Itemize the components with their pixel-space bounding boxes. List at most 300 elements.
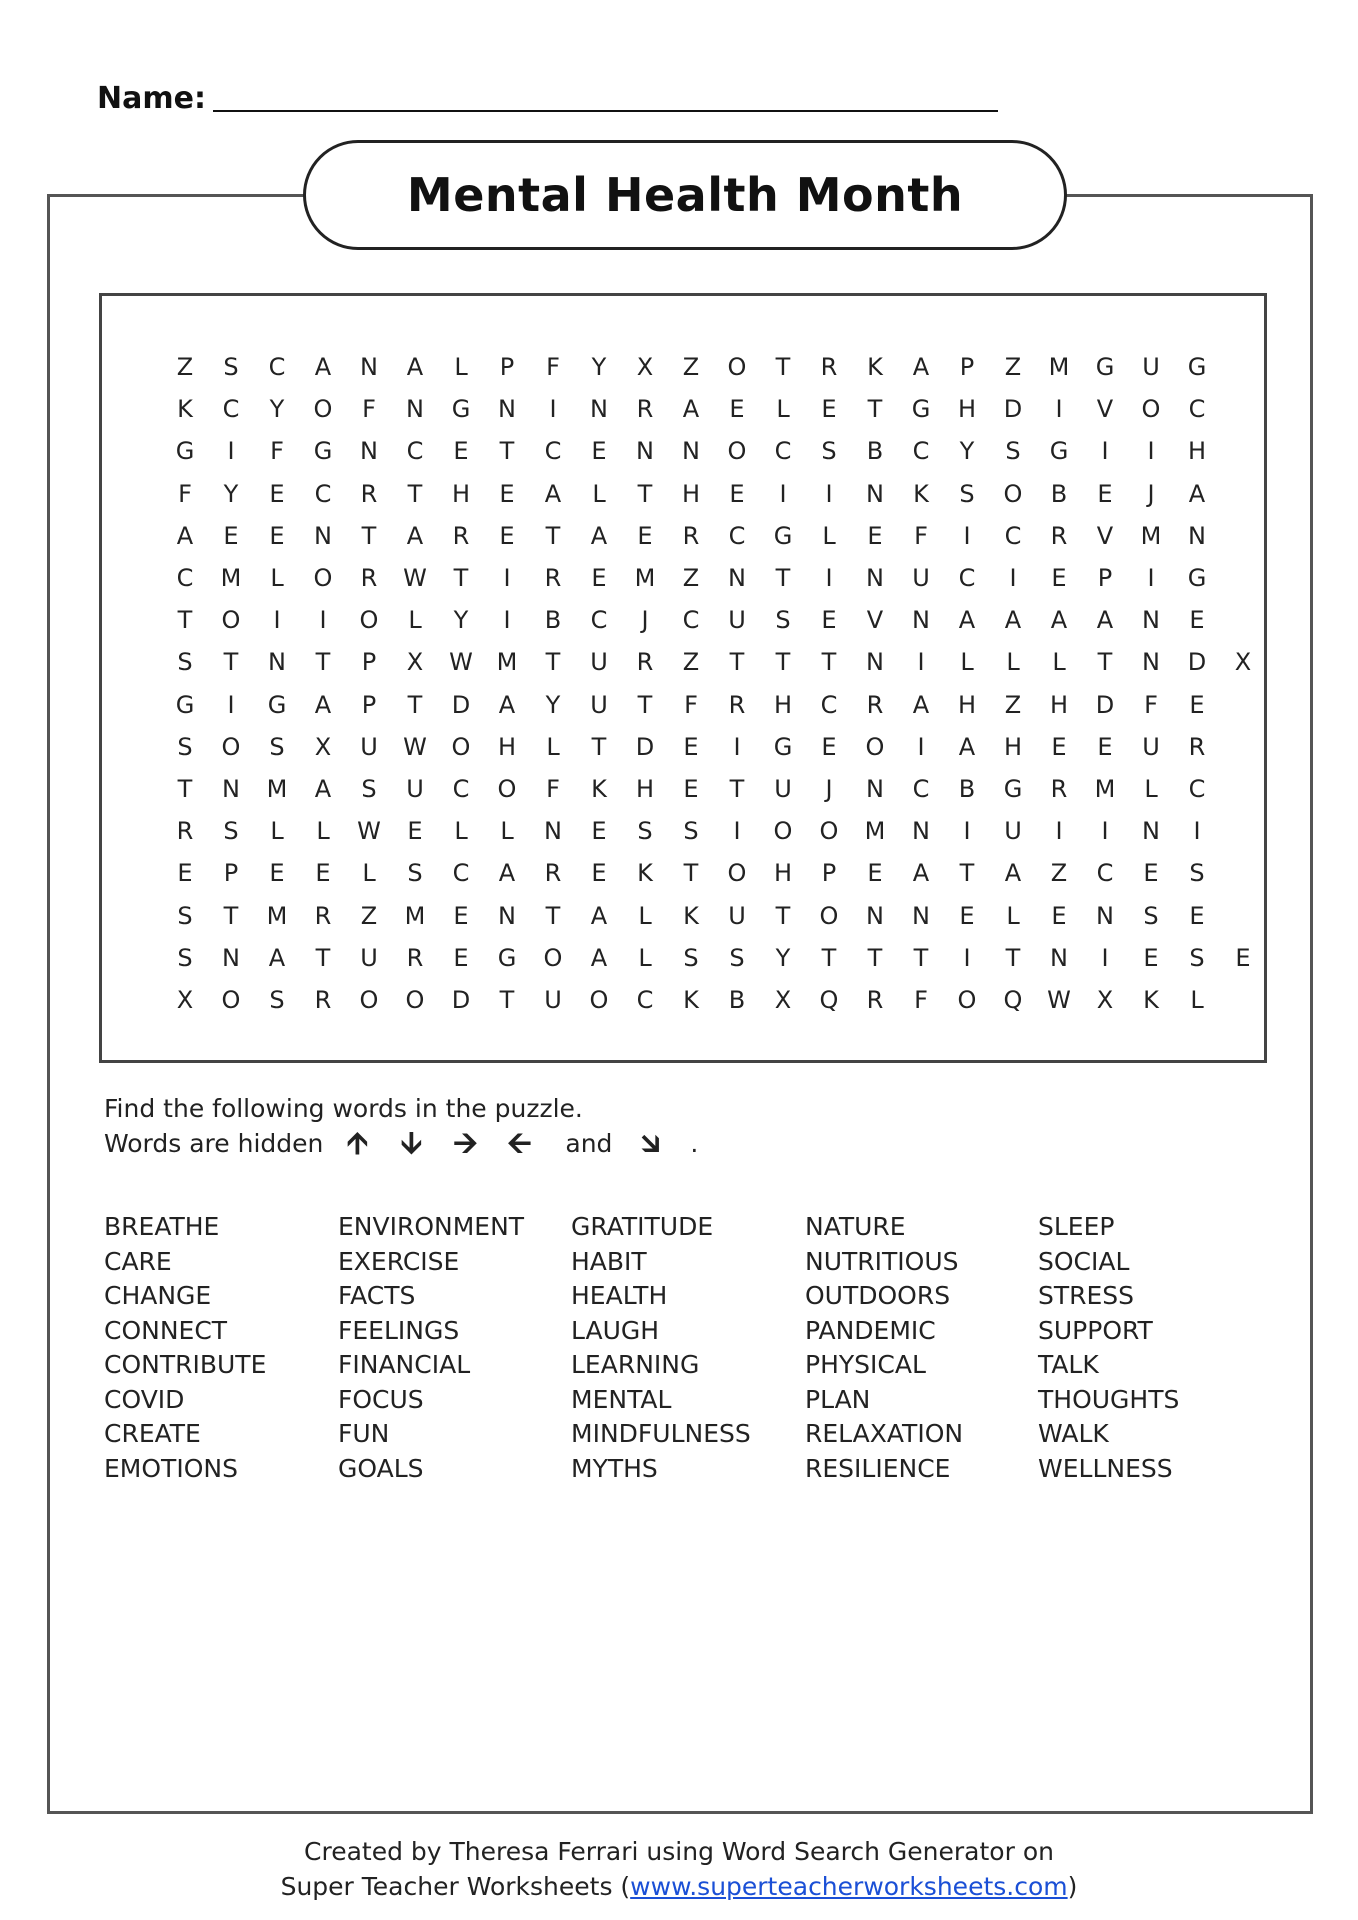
- grid-letter[interactable]: I: [503, 606, 511, 635]
- grid-letter[interactable]: A: [912, 690, 930, 719]
- grid-letter[interactable]: W: [449, 648, 473, 677]
- grid-letter[interactable]: E: [269, 521, 285, 550]
- grid-letter[interactable]: A: [958, 606, 976, 635]
- grid-letter[interactable]: A: [176, 521, 194, 550]
- grid-letter[interactable]: M: [220, 564, 242, 592]
- grid-letter[interactable]: T: [545, 901, 561, 930]
- grid-letter[interactable]: R: [360, 479, 378, 508]
- grid-letter[interactable]: A: [682, 395, 700, 424]
- grid-letter[interactable]: E: [591, 437, 607, 466]
- grid-letter[interactable]: G: [911, 395, 931, 424]
- grid-letter[interactable]: P: [499, 353, 515, 381]
- grid-letter[interactable]: K: [591, 775, 607, 803]
- grid-letter[interactable]: S: [223, 353, 239, 381]
- grid-letter[interactable]: S: [1189, 943, 1205, 972]
- grid-letter[interactable]: T: [223, 901, 239, 930]
- grid-letter[interactable]: L: [1190, 986, 1204, 1014]
- grid-letter[interactable]: M: [1048, 353, 1070, 381]
- grid-letter[interactable]: C: [958, 564, 976, 592]
- grid-letter[interactable]: O: [359, 606, 379, 635]
- grid-letter[interactable]: H: [957, 395, 977, 424]
- grid-letter[interactable]: J: [1147, 479, 1155, 508]
- grid-letter[interactable]: R: [544, 564, 562, 592]
- grid-letter[interactable]: R: [452, 521, 470, 550]
- grid-letter[interactable]: A: [498, 859, 516, 888]
- grid-letter[interactable]: R: [866, 986, 884, 1014]
- grid-letter[interactable]: A: [912, 353, 930, 381]
- grid-letter[interactable]: E: [683, 732, 699, 761]
- grid-letter[interactable]: T: [315, 943, 331, 972]
- grid-letter[interactable]: T: [729, 775, 745, 803]
- grid-letter[interactable]: L: [638, 901, 652, 930]
- grid-letter[interactable]: N: [866, 564, 884, 592]
- grid-letter[interactable]: A: [912, 859, 930, 888]
- grid-letter[interactable]: R: [866, 690, 884, 719]
- grid-letter[interactable]: H: [681, 479, 701, 508]
- grid-letter[interactable]: U: [544, 986, 562, 1014]
- grid-letter[interactable]: E: [867, 521, 883, 550]
- grid-letter[interactable]: R: [314, 986, 332, 1014]
- grid-letter[interactable]: V: [1096, 395, 1114, 424]
- grid-letter[interactable]: L: [270, 564, 284, 592]
- grid-letter[interactable]: S: [729, 943, 745, 972]
- grid-letter[interactable]: E: [1189, 606, 1205, 635]
- grid-letter[interactable]: T: [821, 943, 837, 972]
- grid-letter[interactable]: Z: [1004, 690, 1022, 719]
- grid-letter[interactable]: E: [1189, 901, 1205, 930]
- grid-letter[interactable]: E: [1143, 859, 1159, 888]
- grid-letter[interactable]: I: [917, 648, 925, 677]
- grid-letter[interactable]: N: [498, 395, 516, 424]
- grid-letter[interactable]: U: [728, 606, 746, 635]
- grid-letter[interactable]: N: [406, 395, 424, 424]
- grid-letter[interactable]: I: [779, 479, 787, 508]
- grid-letter[interactable]: H: [1003, 732, 1023, 761]
- grid-letter[interactable]: S: [683, 817, 699, 846]
- grid-letter[interactable]: T: [867, 943, 883, 972]
- grid-letter[interactable]: S: [821, 437, 837, 466]
- grid-letter[interactable]: T: [315, 648, 331, 677]
- grid-letter[interactable]: I: [1193, 817, 1201, 846]
- grid-letter[interactable]: E: [1051, 901, 1067, 930]
- grid-letter[interactable]: N: [728, 564, 746, 592]
- grid-letter[interactable]: G: [175, 690, 195, 719]
- grid-letter[interactable]: Z: [1050, 859, 1068, 888]
- grid-letter[interactable]: O: [313, 395, 333, 424]
- grid-letter[interactable]: J: [825, 775, 833, 803]
- grid-letter[interactable]: A: [1096, 606, 1114, 635]
- grid-letter[interactable]: B: [1050, 479, 1068, 508]
- grid-letter[interactable]: A: [544, 479, 562, 508]
- grid-letter[interactable]: R: [176, 817, 194, 846]
- grid-letter[interactable]: T: [407, 479, 423, 508]
- grid-letter[interactable]: I: [1101, 943, 1109, 972]
- grid-letter[interactable]: Y: [223, 479, 239, 508]
- grid-letter[interactable]: A: [1004, 859, 1022, 888]
- grid-letter[interactable]: G: [1003, 775, 1023, 803]
- grid-letter[interactable]: O: [773, 817, 793, 846]
- grid-letter[interactable]: N: [360, 437, 378, 466]
- grid-letter[interactable]: F: [546, 775, 560, 803]
- grid-letter[interactable]: E: [1051, 732, 1067, 761]
- grid-letter[interactable]: N: [912, 817, 930, 846]
- grid-letter[interactable]: A: [958, 732, 976, 761]
- grid-letter[interactable]: G: [313, 437, 333, 466]
- grid-letter[interactable]: C: [912, 437, 930, 466]
- grid-letter[interactable]: H: [773, 690, 793, 719]
- grid-letter[interactable]: X: [636, 353, 654, 381]
- grid-letter[interactable]: N: [222, 943, 240, 972]
- grid-letter[interactable]: T: [177, 775, 193, 803]
- grid-letter[interactable]: F: [546, 353, 560, 381]
- grid-letter[interactable]: I: [733, 732, 741, 761]
- grid-letter[interactable]: E: [1051, 564, 1067, 592]
- grid-letter[interactable]: M: [864, 817, 886, 846]
- grid-letter[interactable]: H: [1187, 437, 1207, 466]
- grid-letter[interactable]: U: [1004, 817, 1022, 846]
- grid-letter[interactable]: E: [499, 521, 515, 550]
- grid-letter[interactable]: O: [1141, 395, 1161, 424]
- grid-letter[interactable]: W: [357, 817, 381, 846]
- grid-letter[interactable]: I: [825, 564, 833, 592]
- grid-letter[interactable]: U: [1142, 353, 1160, 381]
- grid-letter[interactable]: O: [221, 986, 241, 1014]
- grid-letter[interactable]: H: [635, 775, 655, 803]
- grid-letter[interactable]: C: [1096, 859, 1114, 888]
- grid-letter[interactable]: N: [590, 395, 608, 424]
- grid-letter[interactable]: K: [637, 859, 653, 888]
- grid-letter[interactable]: C: [682, 606, 700, 635]
- grid-letter[interactable]: N: [544, 817, 562, 846]
- grid-letter[interactable]: F: [1144, 690, 1158, 719]
- grid-letter[interactable]: S: [1189, 859, 1205, 888]
- grid-letter[interactable]: M: [496, 648, 518, 677]
- grid-letter[interactable]: G: [1095, 353, 1115, 381]
- grid-letter[interactable]: L: [776, 395, 790, 424]
- grid-letter[interactable]: N: [866, 901, 884, 930]
- grid-letter[interactable]: N: [314, 521, 332, 550]
- grid-letter[interactable]: R: [1050, 775, 1068, 803]
- grid-letter[interactable]: E: [1189, 690, 1205, 719]
- grid-letter[interactable]: S: [269, 986, 285, 1014]
- grid-letter[interactable]: F: [914, 521, 928, 550]
- grid-letter[interactable]: W: [403, 564, 427, 592]
- grid-letter[interactable]: T: [729, 648, 745, 677]
- grid-letter[interactable]: O: [819, 901, 839, 930]
- grid-letter[interactable]: C: [222, 395, 240, 424]
- grid-letter[interactable]: E: [453, 437, 469, 466]
- grid-letter[interactable]: U: [360, 732, 378, 761]
- grid-letter[interactable]: G: [773, 732, 793, 761]
- grid-letter[interactable]: O: [221, 732, 241, 761]
- grid-letter[interactable]: U: [590, 648, 608, 677]
- grid-letter[interactable]: O: [313, 564, 333, 592]
- grid-letter[interactable]: N: [1096, 901, 1114, 930]
- grid-letter[interactable]: G: [1187, 353, 1207, 381]
- grid-letter[interactable]: U: [590, 690, 608, 719]
- grid-letter[interactable]: L: [638, 943, 652, 972]
- grid-letter[interactable]: D: [1003, 395, 1023, 424]
- grid-letter[interactable]: L: [362, 859, 376, 888]
- footer-link[interactable]: www.superteacherworksheets.com: [630, 1872, 1068, 1901]
- grid-letter[interactable]: I: [1009, 564, 1017, 592]
- grid-letter[interactable]: T: [1005, 943, 1021, 972]
- grid-letter[interactable]: Y: [269, 395, 285, 424]
- grid-letter[interactable]: N: [360, 353, 378, 381]
- grid-letter[interactable]: C: [406, 437, 424, 466]
- grid-letter[interactable]: S: [775, 606, 791, 635]
- grid-letter[interactable]: V: [866, 606, 884, 635]
- grid-letter[interactable]: C: [1188, 775, 1206, 803]
- grid-letter[interactable]: C: [728, 521, 746, 550]
- grid-letter[interactable]: T: [407, 690, 423, 719]
- grid-letter[interactable]: E: [269, 859, 285, 888]
- grid-letter[interactable]: U: [774, 775, 792, 803]
- grid-letter[interactable]: L: [500, 817, 514, 846]
- grid-letter[interactable]: A: [590, 521, 608, 550]
- grid-letter[interactable]: N: [1142, 648, 1160, 677]
- grid-letter[interactable]: N: [1188, 521, 1206, 550]
- grid-letter[interactable]: L: [1144, 775, 1158, 803]
- grid-letter[interactable]: G: [1049, 437, 1069, 466]
- grid-letter[interactable]: R: [314, 901, 332, 930]
- grid-letter[interactable]: N: [866, 775, 884, 803]
- grid-letter[interactable]: R: [544, 859, 562, 888]
- grid-letter[interactable]: A: [1050, 606, 1068, 635]
- grid-letter[interactable]: D: [451, 690, 471, 719]
- grid-letter[interactable]: N: [866, 479, 884, 508]
- grid-letter[interactable]: K: [867, 353, 883, 381]
- grid-letter[interactable]: N: [1142, 606, 1160, 635]
- grid-letter[interactable]: A: [406, 353, 424, 381]
- grid-letter[interactable]: N: [498, 901, 516, 930]
- grid-letter[interactable]: N: [682, 437, 700, 466]
- grid-letter[interactable]: L: [408, 606, 422, 635]
- grid-letter[interactable]: E: [453, 901, 469, 930]
- grid-letter[interactable]: L: [960, 648, 974, 677]
- grid-letter[interactable]: L: [454, 817, 468, 846]
- grid-letter[interactable]: P: [223, 859, 239, 888]
- grid-letter[interactable]: T: [683, 859, 699, 888]
- grid-letter[interactable]: S: [177, 943, 193, 972]
- grid-letter[interactable]: E: [591, 564, 607, 592]
- grid-letter[interactable]: N: [1142, 817, 1160, 846]
- grid-letter[interactable]: T: [913, 943, 929, 972]
- grid-letter[interactable]: C: [1004, 521, 1022, 550]
- grid-letter[interactable]: Z: [682, 353, 700, 381]
- grid-letter[interactable]: E: [729, 479, 745, 508]
- grid-letter[interactable]: E: [223, 521, 239, 550]
- grid-letter[interactable]: E: [821, 395, 837, 424]
- grid-letter[interactable]: O: [819, 817, 839, 846]
- grid-letter[interactable]: C: [590, 606, 608, 635]
- grid-letter[interactable]: T: [545, 648, 561, 677]
- grid-letter[interactable]: O: [727, 437, 747, 466]
- grid-letter[interactable]: F: [914, 986, 928, 1014]
- grid-letter[interactable]: O: [727, 353, 747, 381]
- grid-letter[interactable]: H: [957, 690, 977, 719]
- grid-letter[interactable]: E: [729, 395, 745, 424]
- grid-letter[interactable]: I: [1055, 395, 1063, 424]
- grid-letter[interactable]: O: [1003, 479, 1023, 508]
- grid-letter[interactable]: E: [1097, 732, 1113, 761]
- grid-letter[interactable]: R: [682, 521, 700, 550]
- grid-letter[interactable]: T: [361, 521, 377, 550]
- grid-letter[interactable]: U: [360, 943, 378, 972]
- grid-letter[interactable]: O: [727, 859, 747, 888]
- grid-letter[interactable]: O: [589, 986, 609, 1014]
- grid-letter[interactable]: A: [314, 775, 332, 803]
- grid-letter[interactable]: A: [314, 690, 332, 719]
- grid-letter[interactable]: A: [314, 353, 332, 381]
- grid-letter[interactable]: R: [1050, 521, 1068, 550]
- grid-letter[interactable]: T: [1097, 648, 1113, 677]
- grid-letter[interactable]: C: [452, 775, 470, 803]
- grid-letter[interactable]: A: [498, 690, 516, 719]
- grid-letter[interactable]: D: [1187, 648, 1207, 677]
- grid-letter[interactable]: E: [407, 817, 423, 846]
- grid-letter[interactable]: M: [1140, 521, 1162, 550]
- grid-letter[interactable]: J: [641, 606, 649, 635]
- grid-letter[interactable]: T: [591, 732, 607, 761]
- grid-letter[interactable]: I: [227, 437, 235, 466]
- grid-letter[interactable]: V: [1096, 521, 1114, 550]
- grid-letter[interactable]: I: [319, 606, 327, 635]
- grid-letter[interactable]: I: [963, 521, 971, 550]
- grid-letter[interactable]: P: [361, 690, 377, 719]
- grid-letter[interactable]: N: [268, 648, 286, 677]
- grid-letter[interactable]: M: [1094, 775, 1116, 803]
- grid-letter[interactable]: T: [775, 353, 791, 381]
- grid-letter[interactable]: T: [775, 564, 791, 592]
- grid-letter[interactable]: Y: [545, 690, 561, 719]
- grid-letter[interactable]: A: [590, 901, 608, 930]
- grid-letter[interactable]: D: [635, 732, 655, 761]
- grid-letter[interactable]: X: [314, 732, 332, 761]
- grid-letter[interactable]: X: [1234, 648, 1252, 677]
- grid-letter[interactable]: E: [269, 479, 285, 508]
- grid-letter[interactable]: H: [773, 859, 793, 888]
- grid-letter[interactable]: E: [591, 859, 607, 888]
- grid-letter[interactable]: C: [544, 437, 562, 466]
- grid-letter[interactable]: A: [590, 943, 608, 972]
- grid-letter[interactable]: I: [1055, 817, 1063, 846]
- grid-letter[interactable]: T: [775, 648, 791, 677]
- grid-letter[interactable]: I: [1147, 437, 1155, 466]
- grid-letter[interactable]: H: [451, 479, 471, 508]
- grid-letter[interactable]: I: [549, 395, 557, 424]
- grid-letter[interactable]: G: [1187, 564, 1207, 592]
- grid-letter[interactable]: A: [1004, 606, 1022, 635]
- grid-letter[interactable]: S: [177, 901, 193, 930]
- grid-letter[interactable]: E: [637, 521, 653, 550]
- grid-letter[interactable]: E: [683, 775, 699, 803]
- grid-letter[interactable]: U: [1142, 732, 1160, 761]
- grid-letter[interactable]: N: [912, 606, 930, 635]
- grid-letter[interactable]: R: [636, 648, 654, 677]
- grid-letter[interactable]: Y: [453, 606, 469, 635]
- grid-letter[interactable]: O: [451, 732, 471, 761]
- grid-letter[interactable]: S: [177, 648, 193, 677]
- grid-letter[interactable]: C: [314, 479, 332, 508]
- grid-letter[interactable]: I: [963, 817, 971, 846]
- grid-letter[interactable]: C: [820, 690, 838, 719]
- grid-letter[interactable]: N: [1050, 943, 1068, 972]
- grid-letter[interactable]: T: [499, 986, 515, 1014]
- grid-letter[interactable]: Y: [591, 353, 607, 381]
- grid-letter[interactable]: R: [406, 943, 424, 972]
- grid-letter[interactable]: E: [867, 859, 883, 888]
- grid-letter[interactable]: G: [175, 437, 195, 466]
- grid-letter[interactable]: M: [266, 775, 288, 803]
- grid-letter[interactable]: E: [177, 859, 193, 888]
- grid-letter[interactable]: C: [176, 564, 194, 592]
- grid-letter[interactable]: N: [866, 648, 884, 677]
- grid-letter[interactable]: T: [867, 395, 883, 424]
- grid-letter[interactable]: R: [636, 395, 654, 424]
- grid-letter[interactable]: S: [1005, 437, 1021, 466]
- grid-letter[interactable]: L: [1006, 648, 1020, 677]
- grid-letter[interactable]: K: [913, 479, 929, 508]
- grid-letter[interactable]: L: [546, 732, 560, 761]
- grid-letter[interactable]: T: [545, 521, 561, 550]
- grid-letter[interactable]: E: [1143, 943, 1159, 972]
- grid-letter[interactable]: U: [912, 564, 930, 592]
- grid-letter[interactable]: K: [1143, 986, 1159, 1014]
- grid-letter[interactable]: S: [361, 775, 377, 803]
- grid-letter[interactable]: T: [637, 690, 653, 719]
- grid-letter[interactable]: I: [273, 606, 281, 635]
- grid-letter[interactable]: S: [407, 859, 423, 888]
- grid-letter[interactable]: H: [497, 732, 517, 761]
- grid-letter[interactable]: N: [636, 437, 654, 466]
- grid-letter[interactable]: Y: [775, 943, 791, 972]
- grid-letter[interactable]: Z: [176, 353, 194, 381]
- grid-letter[interactable]: X: [176, 986, 194, 1014]
- grid-letter[interactable]: X: [774, 986, 792, 1014]
- grid-letter[interactable]: F: [270, 437, 284, 466]
- grid-letter[interactable]: E: [453, 943, 469, 972]
- grid-letter[interactable]: S: [959, 479, 975, 508]
- grid-letter[interactable]: S: [223, 817, 239, 846]
- grid-letter[interactable]: L: [316, 817, 330, 846]
- grid-letter[interactable]: S: [177, 732, 193, 761]
- grid-letter[interactable]: F: [362, 395, 376, 424]
- grid-letter[interactable]: L: [454, 353, 468, 381]
- grid-letter[interactable]: Z: [1004, 353, 1022, 381]
- grid-letter[interactable]: T: [499, 437, 515, 466]
- grid-letter[interactable]: C: [912, 775, 930, 803]
- grid-letter[interactable]: T: [959, 859, 975, 888]
- grid-letter[interactable]: K: [683, 986, 699, 1014]
- name-line[interactable]: [213, 110, 998, 112]
- grid-letter[interactable]: X: [1096, 986, 1114, 1014]
- grid-letter[interactable]: I: [733, 817, 741, 846]
- grid-letter[interactable]: E: [1235, 943, 1251, 972]
- grid-letter[interactable]: G: [497, 943, 517, 972]
- grid-letter[interactable]: L: [1052, 648, 1066, 677]
- grid-letter[interactable]: K: [683, 901, 699, 930]
- grid-letter[interactable]: N: [912, 901, 930, 930]
- grid-letter[interactable]: C: [268, 353, 286, 381]
- grid-letter[interactable]: O: [221, 606, 241, 635]
- grid-letter[interactable]: I: [825, 479, 833, 508]
- grid-letter[interactable]: O: [957, 986, 977, 1014]
- grid-letter[interactable]: G: [267, 690, 287, 719]
- grid-letter[interactable]: L: [592, 479, 606, 508]
- grid-letter[interactable]: I: [917, 732, 925, 761]
- grid-letter[interactable]: R: [728, 690, 746, 719]
